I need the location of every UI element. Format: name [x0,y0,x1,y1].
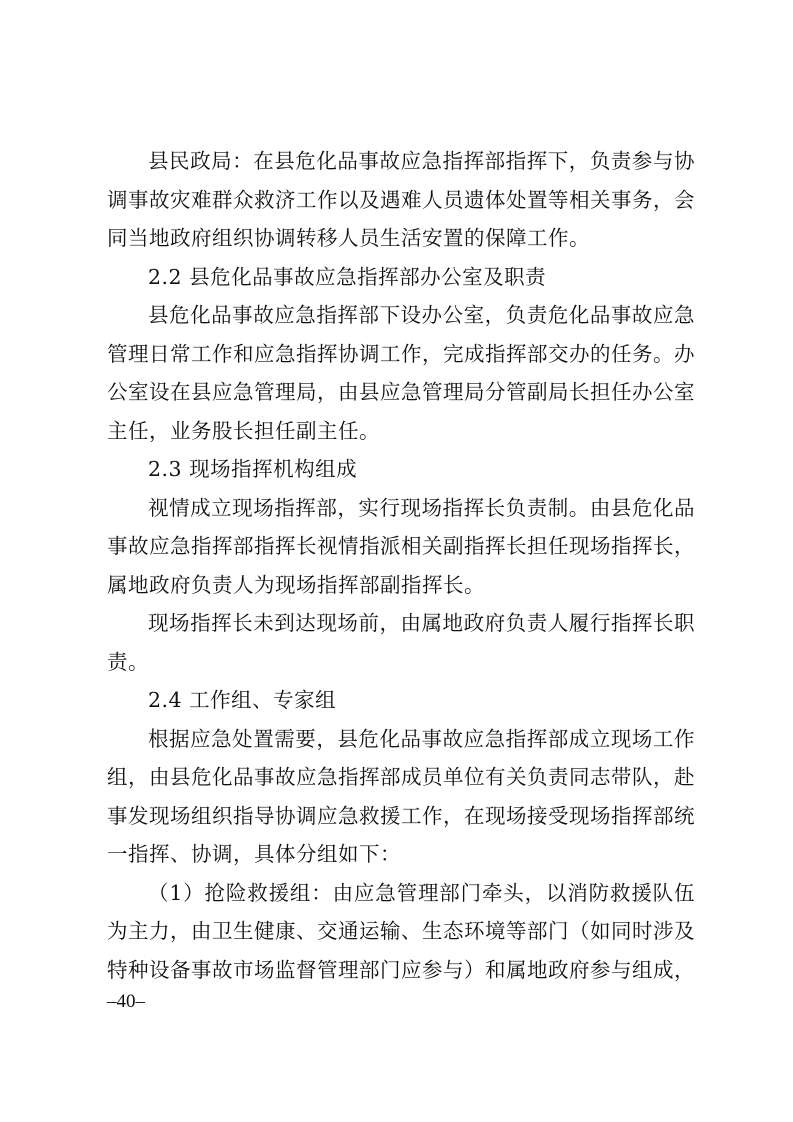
section-heading-2-4: 2.4 工作组、专家组 [148,688,337,712]
paragraph-line: 属地政府负责人为现场指挥部副指挥长。 [107,572,485,597]
paragraph-line: 县危化品事故应急指挥部下设办公室，负责危化品事故应急 [148,303,695,327]
paragraph-line: 一指挥、协调，具体分组如下： [107,842,401,866]
paragraph-line: 管理日常工作和应急指挥协调工作，完成指挥部交办的任务。办 [107,341,695,366]
paragraph-line: 责。 [107,649,149,674]
paragraph-line: 事发现场组织指导协调应急救援工作，在现场接受现场指挥部统 [107,803,695,828]
paragraph-line: 视情成立现场指挥部，实行现场指挥长负责制。由县危化品 [148,495,695,520]
paragraph-line: 为主力，由卫生健康、交通运输、生态环境等部门（如同时涉及 [107,919,695,943]
paragraph-line: （1）抢险救援组：由应急管理部门牵头，以消防救援队伍 [148,880,695,905]
paragraph-line: 县民政局：在县危化品事故应急指挥部指挥下，负责参与协 [148,149,695,173]
paragraph-line: 公室设在县应急管理局，由县应急管理局分管副局长担任办公室 [107,380,695,404]
section-heading-2-3: 2.3 现场指挥机构组成 [148,457,358,481]
paragraph-line: 根据应急处置需要，县危化品事故应急指挥部成立现场工作 [148,726,695,751]
paragraph-line: 主任，业务股长担任副主任。 [107,418,380,443]
paragraph-line: 现场指挥长未到达现场前，由属地政府负责人履行指挥长职 [148,611,695,635]
section-heading-2-2: 2.2 县危化品事故应急指挥部办公室及职责 [148,264,547,289]
paragraph-line: 调事故灾难群众救济工作以及遇难人员遗体处置等相关事务，会 [107,187,695,212]
paragraph-line: 特种设备事故市场监督管理部门应参与）和属地政府参与组成， [107,957,695,982]
paragraph-line: 组，由县危化品事故应急指挥部成员单位有关负责同志带队，赴 [107,765,695,789]
page-number: –40– [107,991,145,1012]
body-text [107,142,695,989]
paragraph-line: 同当地政府组织协调转移人员生活安置的保障工作。 [107,226,590,250]
paragraph-line: 事故应急指挥部指挥长视情指派相关副指挥长担任现场指挥长， [107,534,695,558]
